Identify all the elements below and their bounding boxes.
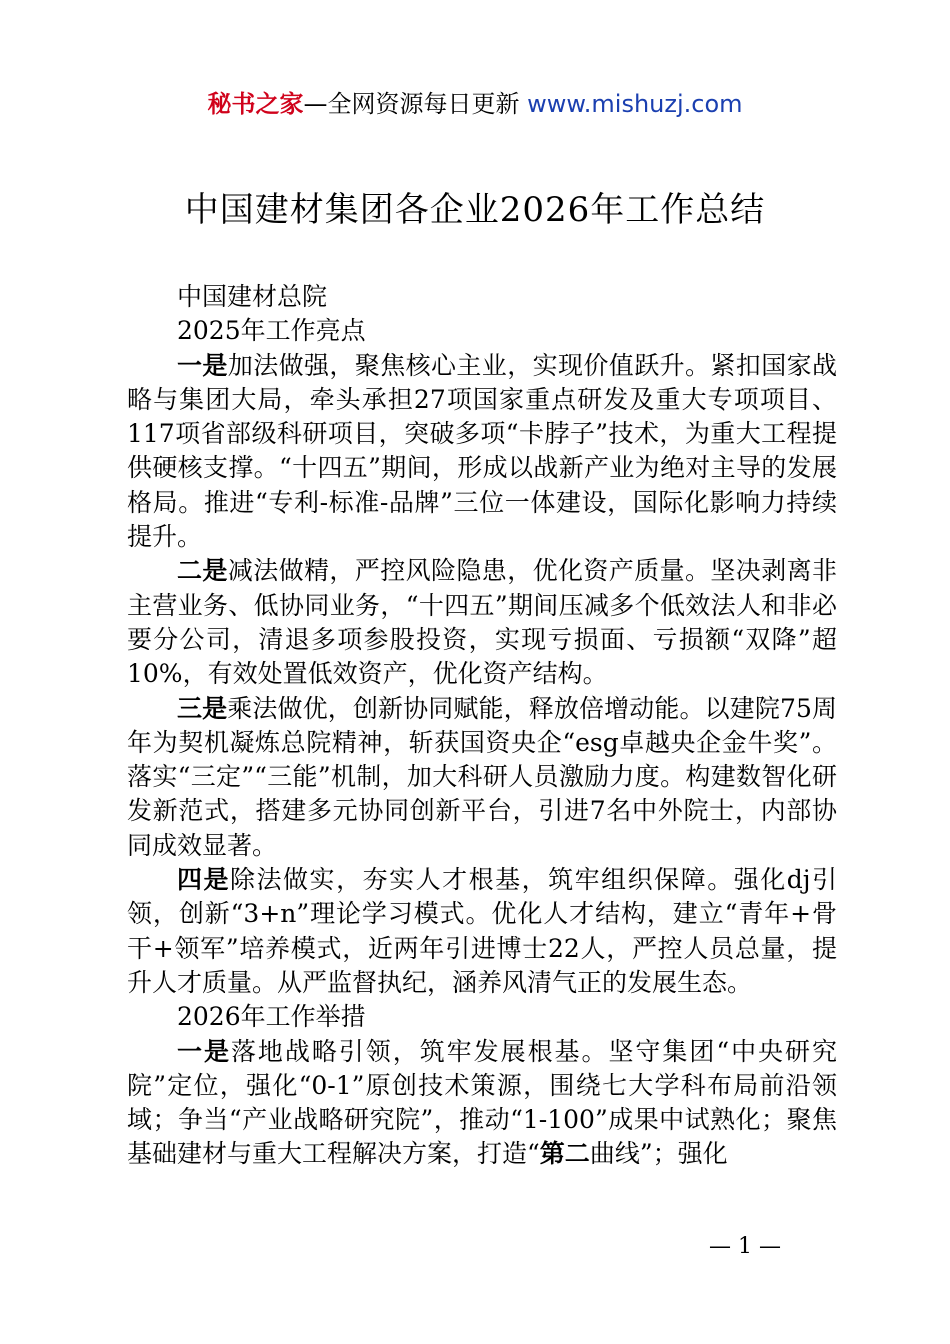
point-text: 曲线”；强化	[589, 1139, 728, 1169]
paragraph-2025-point-4	[127, 863, 837, 1000]
point-text: 落地战略引领，筑牢发展根基。坚守集团“中央研究院”定位，强化“0-1”原创技术策源，围绕七大学科布局前沿领域；争当“产业战略研究院”，推动“1-100”成果中试熟化；聚焦基础建材与重大工程解决方案，打造“	[127, 1036, 837, 1169]
point-lead: 一是	[177, 1036, 231, 1066]
point-lead: 四是	[177, 865, 231, 895]
point-text: 加法做强，聚焦核心主业，实现价值跃升。紧扣国家战略与集团大局，牵头承担27项国家重点研发及重大专项项目、117项省部级科研项目，突破多项“卡脖子”技术，为重大工程提供硬核支撑。“十四五”期间，形成以战新产业为绝对主导的发展格局。推进“专利-标准-品牌”三位一体建设，国际化影响力持续提升。	[127, 350, 837, 552]
document-body	[127, 280, 837, 1172]
brand-name: 秘书之家	[207, 90, 304, 118]
section-heading-2025: 2025年工作亮点	[177, 316, 366, 346]
point-text: 除法做实，夯实人才根基，筑牢组织保障。强化dj引领，创新“3+n”理论学习模式。优化人才结构，建立“青年+骨干+领军”培养模式，近两年引进博士22人，严控人员总量，提升人才质量。从严监督执纪，涵养风清气正的发展生态。	[127, 865, 837, 997]
point-text: 乘法做优，创新协同赋能，释放倍增动能。以建院75周年为契机凝炼总院精神，斩获国资央企“esg卓越央企金牛奖”。落实“三定”“三能”机制，加大科研人员激励力度。构建数智化研发新范式，搭建多元协同创新平台，引进7名中外院士，内部协同成效显著。	[127, 693, 837, 860]
paragraph-2025-point-3	[127, 692, 837, 863]
paragraph-2025-point-2	[127, 554, 837, 691]
section-heading-2026: 2026年工作举措	[177, 1002, 366, 1032]
paragraph-2026-point-1	[127, 1035, 837, 1172]
point-lead: 一是	[177, 350, 228, 380]
point-lead: 三是	[177, 693, 228, 723]
organization-name: 中国建材总院	[177, 282, 328, 311]
point-text-bold: 第二	[539, 1139, 590, 1169]
point-lead: 二是	[177, 556, 228, 586]
point-text: 减法做精，严控风险隐患，优化资产质量。坚决剥离非主营业务、低协同业务，“十四五”期间压减多个低效法人和非必要分公司，清退多项参股投资，实现亏损面、亏损额“双降”超10%，有效处置低效资产，优化资产结构。	[127, 556, 837, 689]
header-tagline: —全网资源每日更新	[303, 90, 528, 118]
site-url-link[interactable]: www.mishuzj.com	[527, 90, 743, 118]
site-header	[0, 88, 950, 120]
paragraph-2025-point-1	[127, 349, 837, 555]
document-title: 中国建材集团各企业2026年工作总结	[184, 190, 766, 230]
page-number: — 1 —	[709, 1234, 781, 1259]
